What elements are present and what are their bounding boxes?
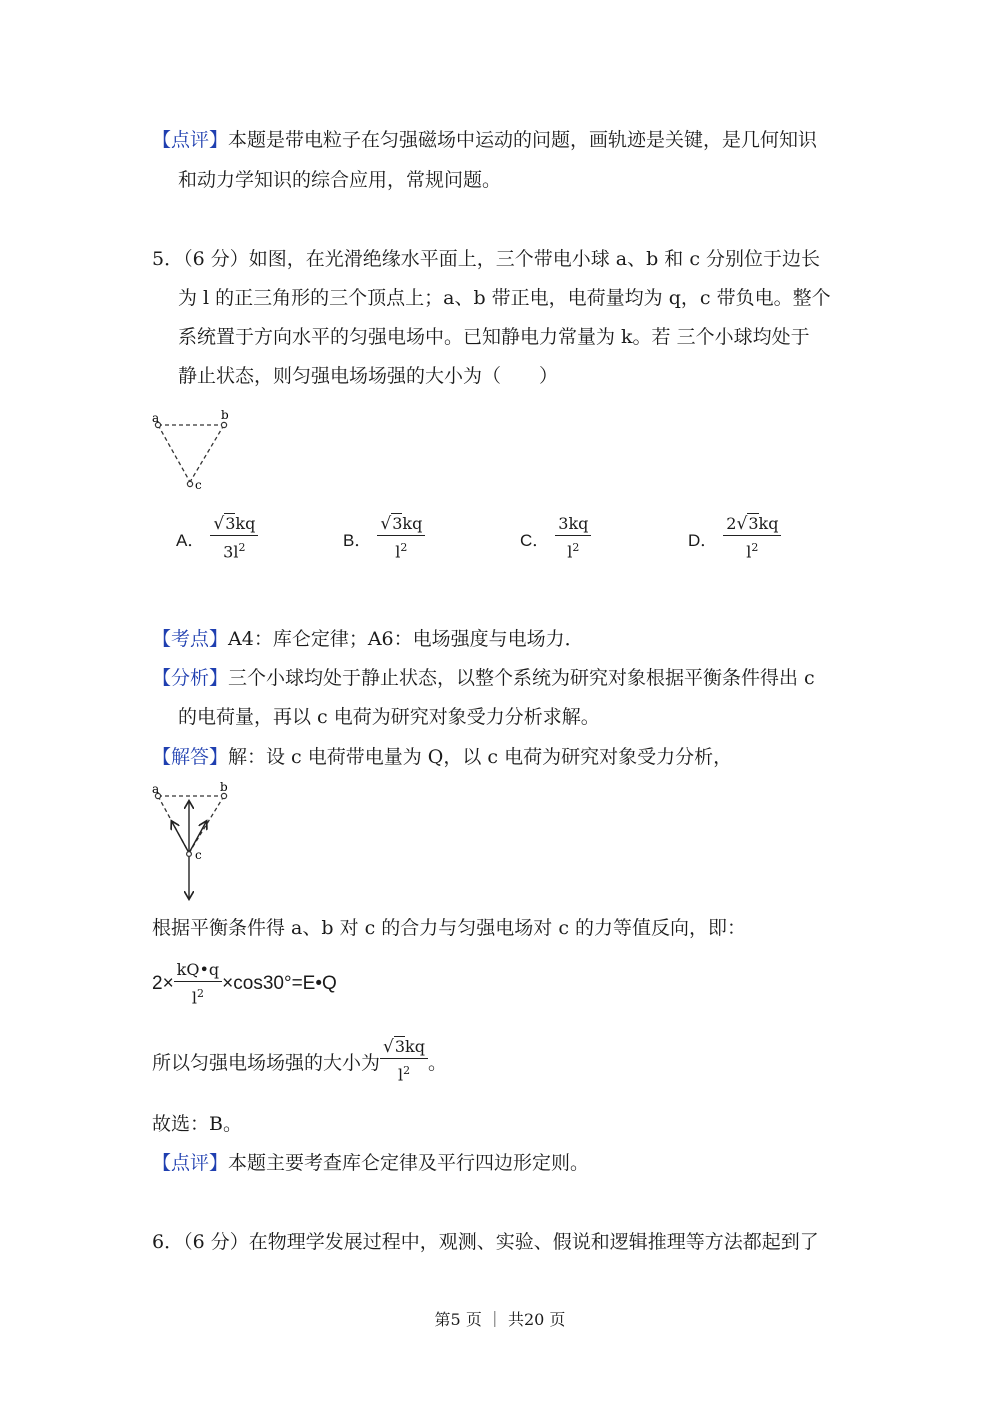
fenxi-line-1 <box>152 665 815 691</box>
option-a-label: A． <box>176 530 205 550</box>
option-a-fraction: $\frac{√3kq}{3l^2}$ <box>210 514 258 562</box>
option-b-fraction: $\frac{√3kq}{l^2}$ <box>377 514 425 562</box>
question-5-line-4: 静止状态，则匀强电场场强的大小为（ ） <box>178 365 559 387</box>
kaodian-text: A4：库仑定律；A6：电场强度与电场力． <box>228 628 584 650</box>
question-5-line-2: 为 l 的正三角形的三个顶点上；a、b 带正电，电荷量均为 q，c 带负电。整个 <box>178 287 831 309</box>
label-c: c <box>195 478 202 492</box>
comment-2-tag: 【点评】 <box>152 1152 229 1174</box>
comment-1-line-2: 和动力学知识的综合应用，常规问题。 <box>178 169 502 191</box>
balance-line: 根据平衡条件得 a、b 对 c 的合力与匀强电场对 c 的力等值反向，即： <box>152 917 747 939</box>
conclusion <box>152 1037 447 1085</box>
label-c: c <box>195 848 202 862</box>
question-5-line-1: 5．（6 分）如图，在光滑绝缘水平面上，三个带电小球 a、b 和 c 分别位于边长 <box>152 248 821 270</box>
triangle-figure <box>148 408 248 493</box>
comment-1-line-1 <box>152 127 817 153</box>
choice-line: 故选：B。 <box>152 1113 242 1135</box>
fenxi-line-2: 的电荷量，再以 c 电荷为研究对象受力分析求解。 <box>178 706 600 728</box>
label-b: b <box>220 780 228 794</box>
kaodian-line <box>152 626 584 652</box>
equation-fraction: $\frac{kQ•q}{l^2}$ <box>174 960 223 1008</box>
label-b: b <box>221 408 229 422</box>
option-c-label: C． <box>520 530 550 550</box>
comment-tag: 【点评】 <box>152 129 229 151</box>
comment-text: 本题是带电粒子在匀强磁场中运动的问题，画轨迹是关键，是几何知识 <box>228 129 818 151</box>
force-diagram <box>148 780 248 905</box>
page-footer: 第5 页 ｜ 共20 页 <box>434 1310 566 1329</box>
option-a[interactable] <box>176 514 258 562</box>
fenxi-text: 三个小球均处于静止状态，以整个系统为研究对象根据平衡条件得出 c <box>228 667 815 689</box>
option-b[interactable] <box>343 514 425 562</box>
question-6-line-1: 6．（6 分）在物理学发展过程中，观测、实验、假说和逻辑推理等方法都起到了 <box>152 1231 819 1253</box>
conclusion-prefix: 所以匀强电场场强的大小为 <box>152 1051 381 1074</box>
equation-suffix: ×cos30°=E•Q <box>222 973 337 995</box>
option-d-fraction: $\frac{2√3kq}{l^2}$ <box>723 514 781 562</box>
jieda-text: 解：设 c 电荷带电量为 Q，以 c 电荷为研究对象受力分析， <box>228 746 733 768</box>
option-d[interactable] <box>688 514 781 562</box>
conclusion-fraction: $\frac{√3kq}{l^2}$ <box>380 1037 428 1085</box>
label-a: a <box>152 411 160 425</box>
kaodian-tag: 【考点】 <box>152 628 229 650</box>
jieda-tag: 【解答】 <box>152 746 229 768</box>
option-c-fraction: $\frac{3kq}{l^2}$ <box>555 514 591 562</box>
equation <box>152 960 337 1008</box>
option-b-label: B． <box>343 530 372 550</box>
fenxi-tag: 【分析】 <box>152 667 229 689</box>
jieda-line <box>152 744 732 770</box>
question-5-line-3: 系统置于方向水平的匀强电场中。已知静电力常量为 k。若 三个小球均处于 <box>178 326 810 348</box>
label-a: a <box>152 782 160 796</box>
option-d-label: D． <box>688 530 718 550</box>
comment-2-line <box>152 1150 589 1176</box>
equation-prefix: 2× <box>152 973 174 995</box>
conclusion-suffix: 。 <box>427 1051 447 1074</box>
option-c[interactable] <box>520 514 591 562</box>
comment-2-text: 本题主要考查库仑定律及平行四边形定则。 <box>228 1152 590 1174</box>
